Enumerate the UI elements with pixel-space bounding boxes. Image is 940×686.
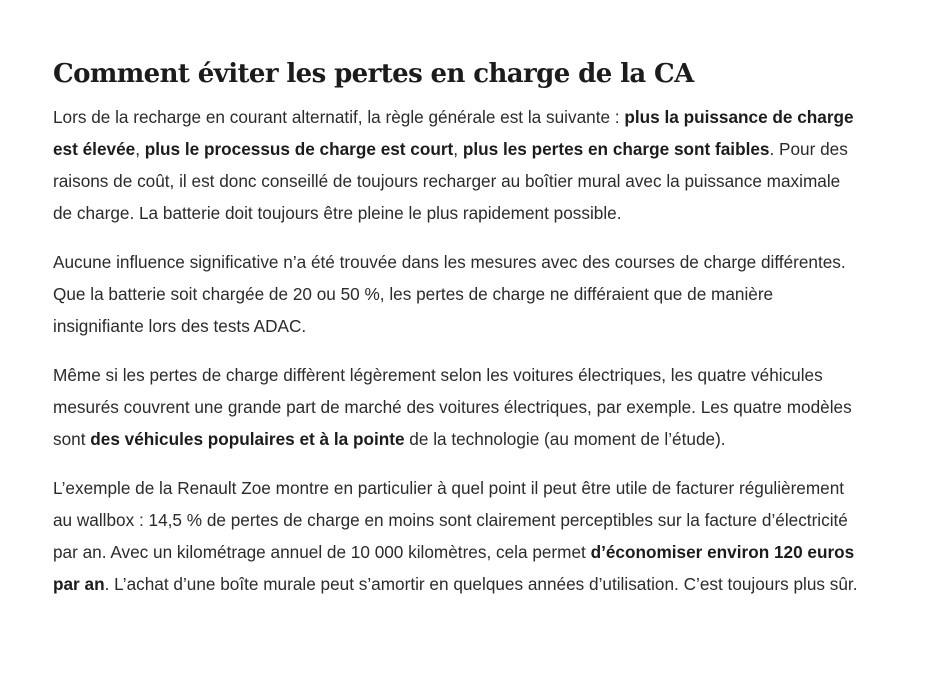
bold-phrase-savings: d’économiser environ 120 euros par an: [53, 542, 855, 594]
paragraph-text: Aucune influence significative n’a été trouvée dans les mesures avec des courses de charge différentes. Que la batterie soit chargée de 20 ou 50 %, les pertes de charge ne différaient que de manière insignifiante lors des tests ADAC.: [53, 252, 846, 336]
paragraph-text: Même si les pertes de charge diffèrent légèrement selon les voitures électriques, les quatre véhicules mesurés couvrent une grande part de marché des voitures électriques, par exemple. Les quatre modèles sont: [53, 365, 852, 449]
paragraph-text: de la technologie (au moment de l’étude).: [404, 429, 726, 449]
bold-phrase-shorter-process: plus le processus de charge est court: [144, 139, 454, 159]
bold-phrase-popular-vehicles: des véhicules populaires et à la pointe: [90, 429, 405, 449]
bold-phrase-lower-losses: plus les pertes en charge sont faibles: [462, 139, 770, 159]
paragraph-renault-zoe-example: [53, 472, 863, 600]
article-title: Comment éviter les pertes en charge de la CA: [53, 59, 694, 89]
paragraph-ac-charging-rule: [53, 101, 863, 229]
paragraph-text: ,: [135, 139, 145, 159]
article: [53, 52, 863, 617]
paragraph-four-vehicles: [53, 359, 863, 455]
paragraph-no-significant-influence: [53, 246, 863, 342]
bold-phrase-higher-power: plus la puissance de charge est élevée: [53, 107, 854, 159]
paragraph-text: . L’achat d’une boîte murale peut s’amortir en quelques années d’utilisation. C’est toujours plus sûr.: [104, 574, 858, 594]
paragraph-text: . Pour des raisons de coût, il est donc conseillé de toujours recharger au boîtier mural avec la puissance maximale de charge. La batterie doit toujours être pleine le plus rapidement possible.: [53, 139, 848, 223]
paragraph-text: ,: [453, 139, 463, 159]
paragraph-text: L’exemple de la Renault Zoe montre en particulier à quel point il peut être utile de facturer régulièrement au wallbox : 14,5 % de pertes de charge en moins sont clairement perceptibles sur la facture d’électricité par an. Avec un kilométrage annuel de 10 000 kilomètres, cela permet: [53, 478, 848, 562]
paragraph-text: Lors de la recharge en courant alternatif, la règle générale est la suivante :: [53, 107, 625, 127]
